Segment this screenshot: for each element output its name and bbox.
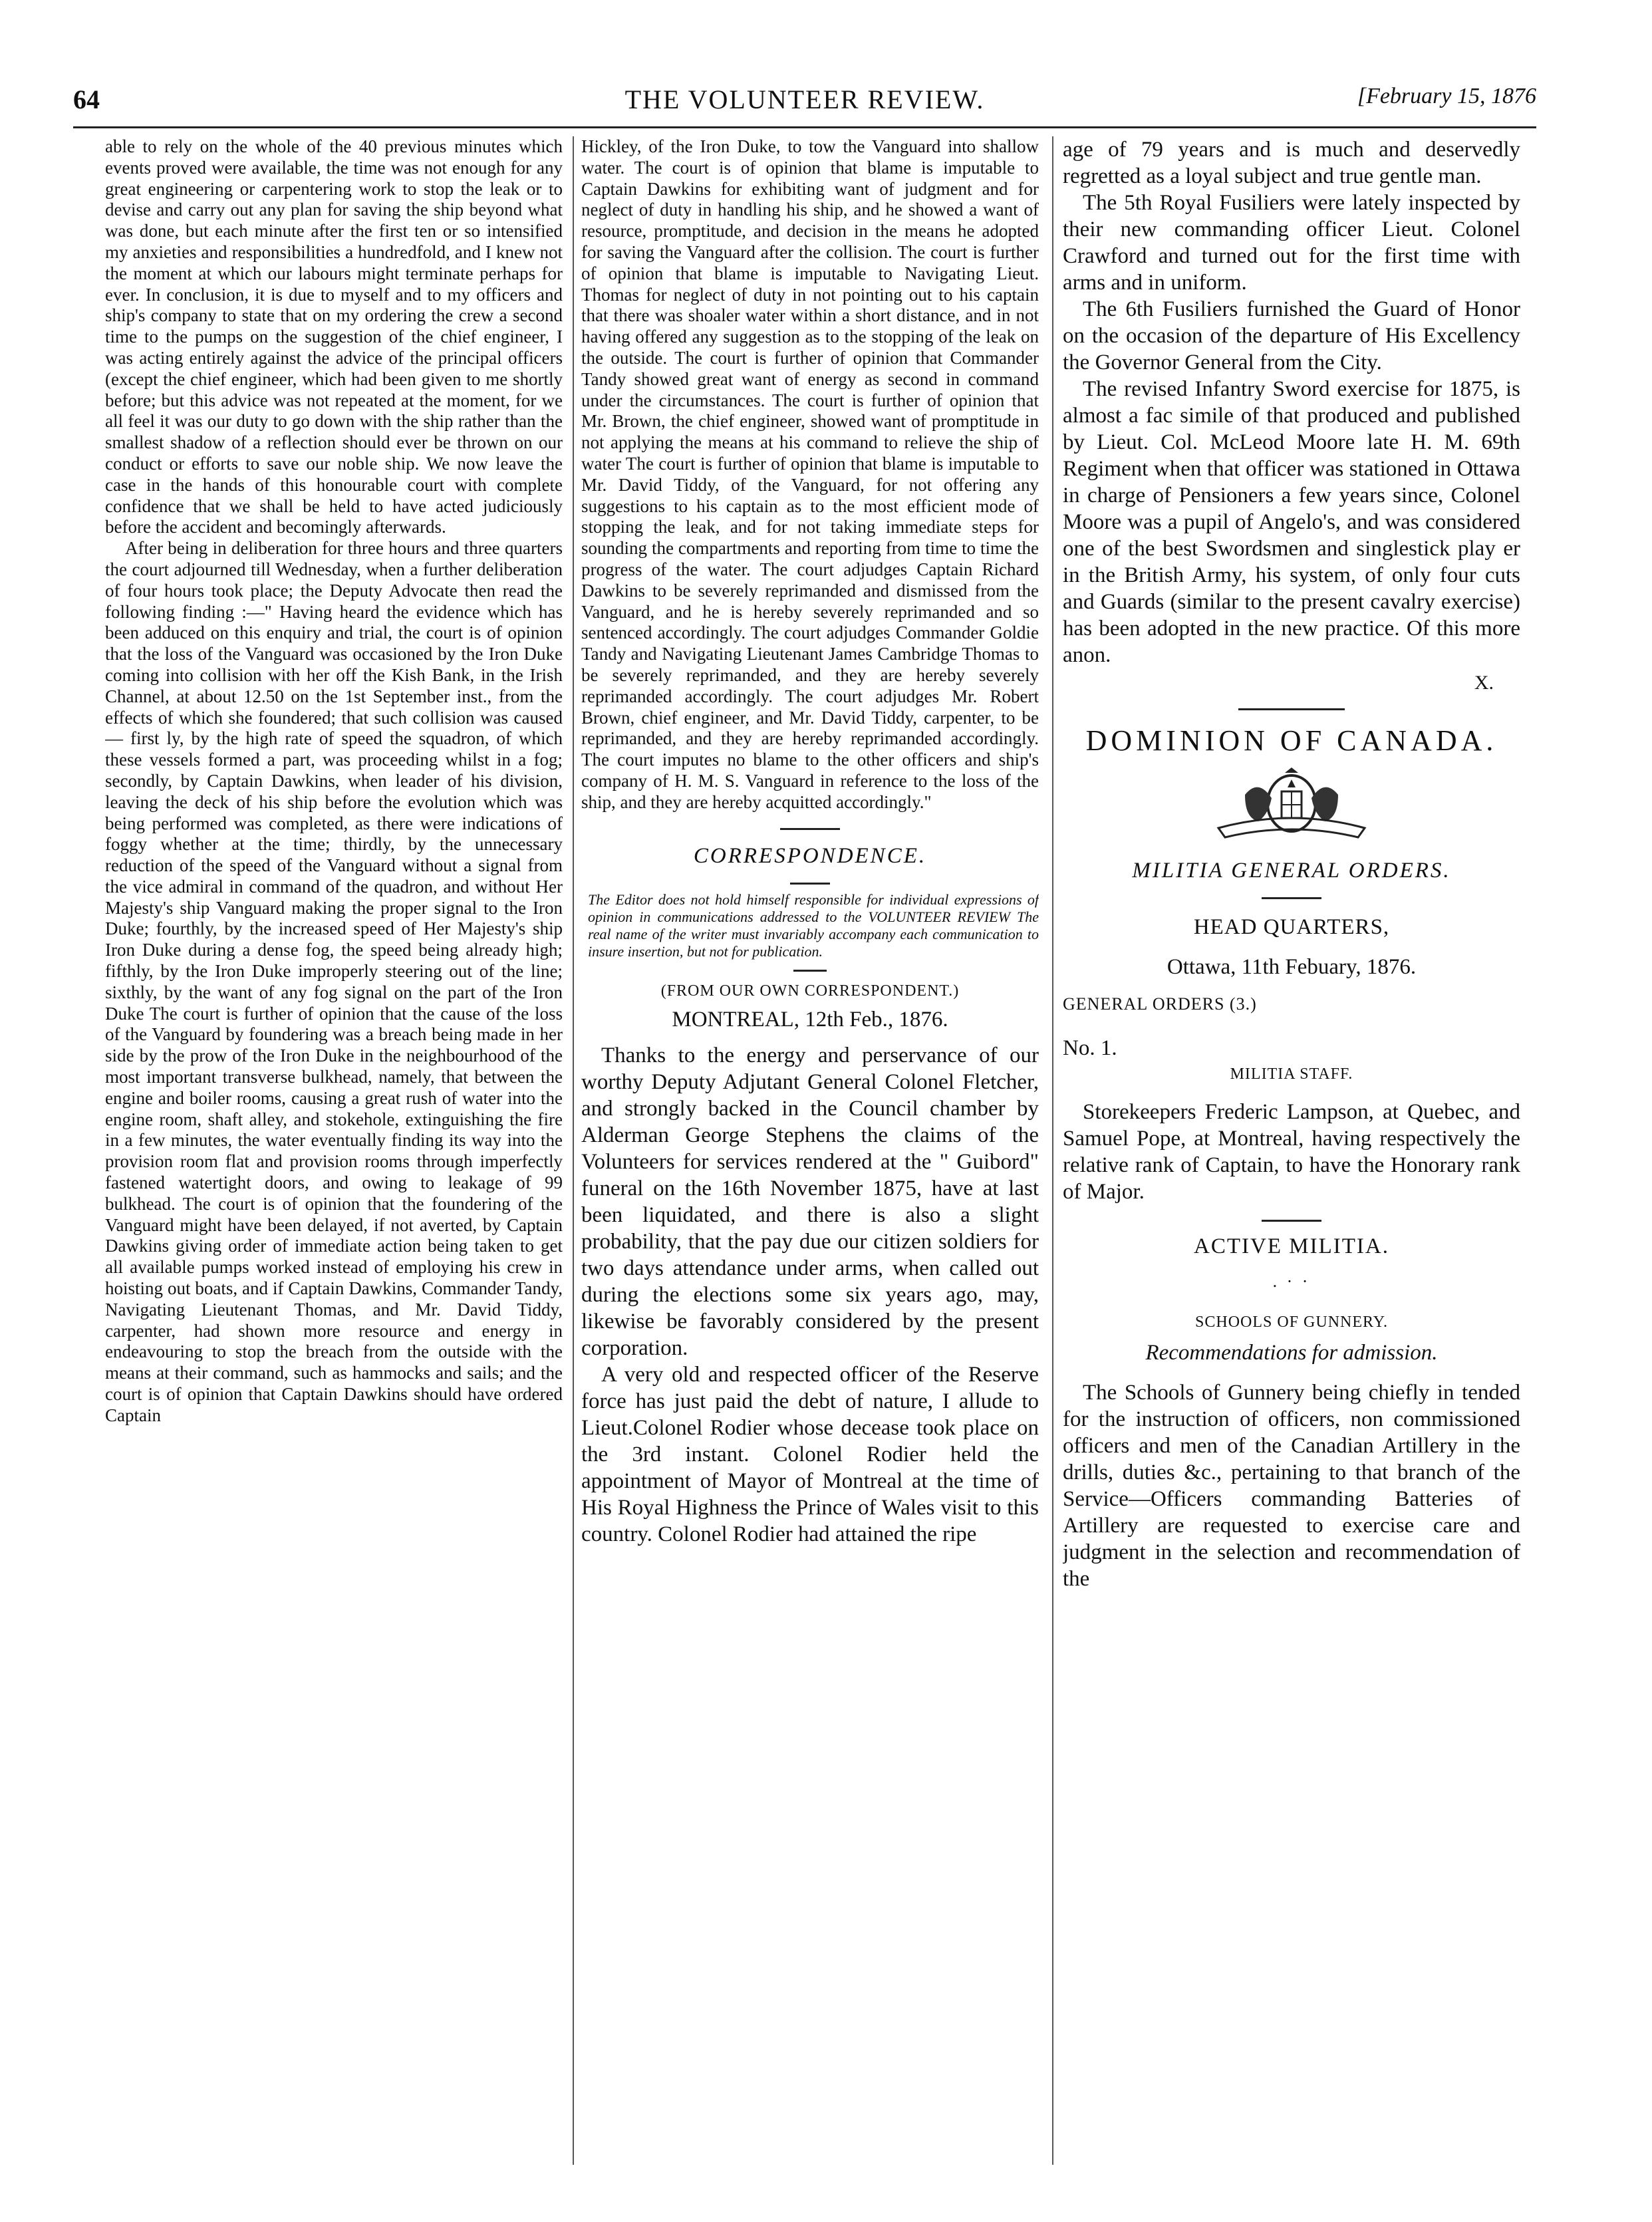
article-paragraph: The Schools of Gunnery being chiefly in tended for the instruction of officers, non commissioned officers and men of the Canadian Artillery in the drills, duties &c., pertaining to that branch of the Service—Officers commanding Batteries of Artillery are requested to exercise care and judgment in the selection and recommendation of the — [1063, 1381, 1520, 1592]
signoff: X. — [1474, 672, 1494, 694]
order-number: No. 1. — [1063, 1036, 1117, 1061]
dateline: MONTREAL, 12th Feb., 1876. — [672, 1008, 948, 1032]
hq-heading: HEAD QUARTERS, — [1193, 915, 1390, 940]
header-rule — [73, 126, 1536, 128]
correspondence-heading: CORRESPONDENCE. — [693, 843, 927, 868]
column-divider — [1052, 136, 1053, 2165]
page-number: 64 — [73, 84, 100, 114]
article-paragraph: Storekeepers Frederic Lampson, at Quebec, and Samuel Pope, at Montreal, having respectively the relative rank of Captain, to have the Honorary rank of Major. — [1063, 1099, 1520, 1204]
page-header — [73, 78, 1536, 125]
section-divider — [1262, 1220, 1321, 1222]
article-paragraph: Thanks to the energy and perservance of our worthy Deputy Adjutant General Colonel Fletcher, and strongly backed in the Council chamber by Alderman George Stephens the claims of the Volunteers for services rendered at the " Guibord" funeral on the 16th November 1875, have at last been liquidated, and there is also a slight probability, that the pay due our citizen soldiers for two days attendance under arms, when called out during the elections some six years ago, may, likewise be favorably considered by the present corporation. — [581, 1043, 1039, 1361]
column-divider — [573, 136, 574, 2165]
correspondent-line: (FROM OUR OWN CORRESPONDENT.) — [660, 982, 960, 1000]
hq-date: Ottawa, 11th Febuary, 1876. — [1167, 955, 1417, 980]
schools-heading: SCHOOLS OF GUNNERY. — [1195, 1313, 1388, 1331]
article-paragraph: The revised Infantry Sword exercise for 1875, is almost a fac simile of that produced and published by Lieut. Col. McLeod Moore late H. M. 69th Regiment when that officer was stationed in Ottawa in charge of Pensioners a few years since, Colonel Moore was a pupil of Angelo's, and was considered one of the best Swordsmen and singlestick play er in the British Army, his system, of only four cuts and Guards (similar to the present cavalry exercise) has been adopted in the new practice. Of this more anon. — [1063, 377, 1520, 667]
editor-note: The Editor does not hold himself responsible for individual expressions of opinion in communications addressed to the VOLUNTEER REVIEW The real name of the writer must invariably accompany each communication to insure insertion, but not for publication. — [588, 891, 1039, 960]
article-paragraph: A very old and respected officer of the Reserve force has just paid the debt of nature, I allude to Lieut.Colonel Rodier whose decease took place on the 3rd instant. Colonel Rodier held the appointment of Mayor of Montreal at the time of His Royal Highness the Prince of Wales visit to this country. Colonel Rodier had attained the ripe — [581, 1363, 1039, 1547]
militia-staff-heading: MILITIA STAFF. — [1230, 1065, 1353, 1083]
general-orders-label: GENERAL ORDERS (3.) — [1063, 994, 1257, 1014]
dominion-heading: DOMINION OF CANADA. — [1085, 724, 1498, 757]
article-paragraph: able to rely on the whole of the 40 previous minutes which events proved were available, the time was not enough for any great engineering or carpentering work to stop the leak or to devise and carry out any plan for saving the ship beyond what was done, but each minute after the first ten or so intensified my anxieties and responsibilities a hundredfold, and I knew not the moment at which our labours might terminate perhaps for ever. In conclusion, it is due to myself and to my officers and ship's company to state that on my ordering the crew a second time to the pumps on the suggestion of the chief engineer, I was acting entirely against the advice of the principal officers (except the chief engineer, which had been given to me shortly before; but this advice was not repeated at the moment, for we all feel it was our duty to go down with the ship rather than the smallest shadow of a reflection should ever be thrown on our conduct or efforts to save our noble ship. We now leave the case in the hands of this honourable court with complete confidence that we shall be held to have acted judiciously before the accident and becomingly afterwards. — [105, 136, 563, 537]
section-divider — [780, 828, 840, 830]
section-divider — [793, 970, 827, 972]
recommendations-heading: Recommendations for admission. — [1145, 1341, 1438, 1365]
column-2 — [581, 136, 1039, 2165]
militia-orders-heading: MILITIA GENERAL ORDERS. — [1132, 858, 1451, 883]
column-1 — [105, 136, 563, 2165]
section-divider — [1262, 897, 1321, 899]
article-paragraph: Hickley, of the Iron Duke, to tow the Vanguard into shallow water. The court is of opinion that blame is imputable to Captain Dawkins for exhibiting want of judgment and for neglect of duty in handling his ship, and he showed a want of resource, promptitude, and decision in the means he adopted for saving the Vanguard after the collision. The court is further of opinion that blame is imputable to Navigating Lieut. Thomas for neglect of duty in not pointing out to his captain that there was shoaler water within a short distance, and in not having offered any suggestion as to the stopping of the leak on the outside. The court is further of opinion that Commander Tandy showed great want of energy as second in command under the circumstances. The court is further of opinion that Mr. Brown, the chief engineer, showed want of promptitude in not applying the means at his command to relieve the ship of water The court is further of opinion that blame is imputable to Mr. David Tiddy, of the Vanguard, for not offering any suggestions to his captain as to the most efficient mode of stopping the leak, and for not taking immediate steps for sounding the compartments and reporting from time to time the progress of the water. The court adjudges Captain Richard Dawkins to be severely reprimanded and dismissed from the Vanguard, and he is hereby severely reprimanded and so sentenced accordingly. The court adjudges Commander Goldie Tandy and Navigating Lieutenant James Cambridge Thomas to be severely reprimanded, and they are hereby severely reprimanded accordingly. The court adjudges Mr. Robert Brown, chief engineer, and Mr. David Tiddy, carpenter, to be reprimanded, and they are hereby reprimanded accordingly. The court imputes no blame to the other officers and ship's company of H. M. S. Vanguard in reference to the loss of the ship, and they are hereby acquitted accordingly." — [581, 136, 1039, 812]
section-divider — [1238, 708, 1345, 710]
section-divider — [790, 883, 830, 885]
royal-arms-icon — [1192, 765, 1391, 845]
publication-title: THE VOLUNTEER REVIEW. — [624, 84, 985, 114]
article-paragraph: The 5th Royal Fusiliers were lately inspected by their new commanding officer Lieut. Colonel Crawford and turned out for the first time with arms and in uniform. — [1063, 191, 1520, 295]
article-paragraph: After being in deliberation for three hours and three quarters the court adjourned till Wednesday, when a further deliberation of four hours took place; the Deputy Advocate then read the following finding :—" Having heard the evidence which has been adduced on this enquiry and trial, the court is of opinion that the loss of the Vanguard was occasioned by the Iron Duke coming into collision with her off the Kish Bank, in the Irish Channel, at about 12.50 on the 1st September inst., from the effects of which she foundered; that such collision was caused— first ly, by the high rate of speed the squadron, of which these vessels formed a part, was proceeding whilst in a fog; secondly, by Captain Dawkins, when leader of his division, leaving the deck of his ship before the evolution which was being performed was completed, as there were indications of foggy whether at the time; thirdly, by the unnecessary reduction of the speed of the Vanguard without a signal from the vice admiral in command of the quadron, and without Her Majesty's ship Vanguard making the proper signal to the Iron Duke; fourthly, by the increased speed of Her Majesty's ship Iron Duke during a dense fog, the speed being already high; fifthly, by the Iron Duke improperly steering out of the line; sixthly, by the want of any fog signal on the part of the Iron Duke The court is further of opinion that the cause of the loss of the Vanguard by foundering was a breach being made in her side by the prow of the Iron Duke in the neighbourhood of the most important transverse bulkhead, namely, that between the engine and boiler rooms, causing a great rush of water into the engine room, shaft alley, and stokehole, extinguishing the fire in a few minutes, the water eventually finding its way into the provision room flat and provision rooms through imperfectly fastened watertight doors, and owing to leakage of 99 bulkhead. The court is of opinion that the foundering of the Vanguard might have been delayed, if not averted, by Captain Dawkins giving order of immediate action being taken to get all available pumps worked instead of employing his crew in hoisting out boats, and if Captain Dawkins, Commander Tandy, Navigating Lieutenant Thomas, and Mr. David Tiddy, carpenter, had shown more resource and energy in endeavouring to stop the breach from the outside with the means at their command, such as hammocks and sails; and the court is of opinion that Captain Dawkins should have ordered Captain — [105, 538, 563, 1425]
issue-date: [February 15, 1876 — [1357, 84, 1536, 108]
ornament: . · · — [1272, 1271, 1311, 1291]
article-paragraph: The 6th Fusiliers furnished the Guard of Honor on the occasion of the departure of His Excellency the Governor General from the City. — [1063, 297, 1520, 374]
active-militia-heading: ACTIVE MILITIA. — [1194, 1234, 1389, 1258]
article-paragraph: age of 79 years and is much and deservedly regretted as a loyal subject and true gentle man. — [1063, 138, 1520, 188]
column-3 — [1063, 136, 1520, 2165]
